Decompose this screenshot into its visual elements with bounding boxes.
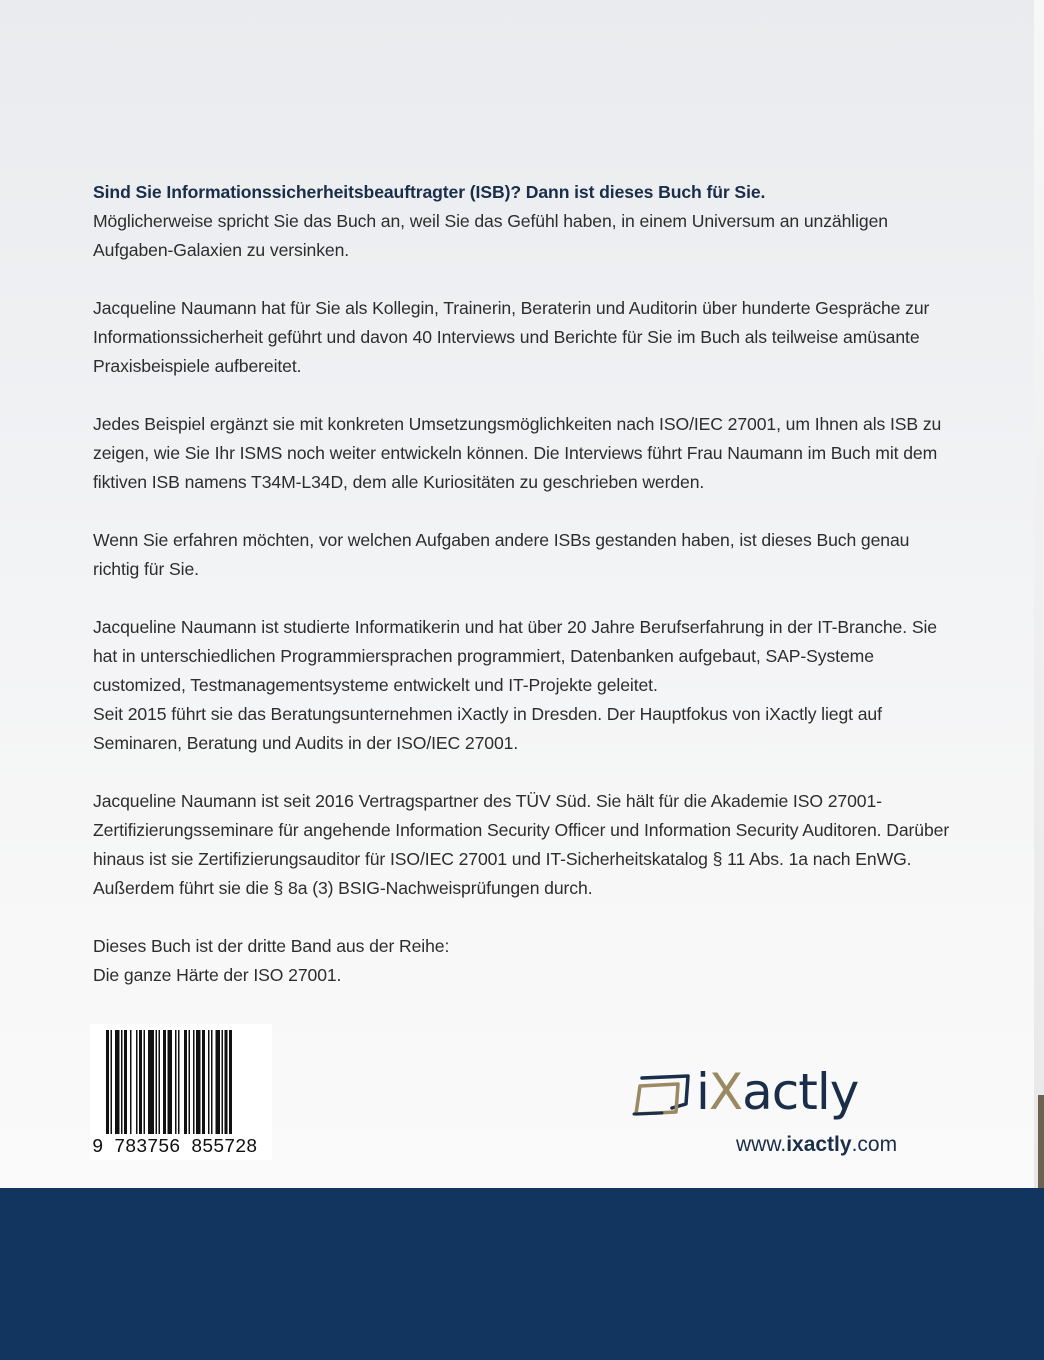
barcode-bar (229, 1030, 232, 1134)
company-text: Seit 2015 führt sie das Beratungsunternehmen iXactly in Dresden. Der Hauptfokus von iXactly liegt auf Seminaren, Beratung und Audits in der ISO/IEC 27001. (93, 704, 882, 753)
logo-wordmark (696, 1062, 858, 1122)
paragraph-author-background (93, 613, 953, 758)
barcode-bar (193, 1030, 195, 1134)
barcode-bar (208, 1030, 210, 1134)
back-cover-text (93, 178, 953, 1019)
paragraph-target-audience: Wenn Sie erfahren möchten, vor welchen Aufgaben andere ISBs gestanden haben, ist dieses Buch genau richtig für Sie. (93, 530, 910, 579)
series-title: Die ganze Härte der ISO 27001. (93, 965, 342, 985)
isbn-barcode (90, 1024, 272, 1160)
barcode-bar (225, 1030, 228, 1134)
website-suffix: .com (851, 1133, 898, 1156)
ixactly-logo (632, 1063, 902, 1122)
barcode-bar (168, 1030, 173, 1134)
series-intro: Dieses Buch ist der dritte Band aus der Reihe: (93, 936, 450, 956)
barcode-bar (163, 1030, 166, 1134)
logo-prefix: i (696, 1063, 709, 1121)
barcode-bar (115, 1030, 120, 1134)
headline: Sind Sie Informationssicherheitsbeauftragter (ISB)? Dann ist dieses Buch für Sie. (93, 182, 766, 202)
paragraph-series (93, 932, 953, 990)
barcode-bar (184, 1030, 187, 1134)
paragraph-certification: Jacqueline Naumann ist seit 2016 Vertragspartner des TÜV Süd. Sie hält für die Akademie ISO 27001-Zertifizierungsseminare für angehende Information Security Officer und Information Security Auditoren. Darüber hinaus ist sie Zertifizierungsauditor für ISO/IEC 27001 und IT-Sicherheitskatalog § 11 Abs. 1a nach EnWG. Außerdem führt sie die § 8a (3) BSIG-Nachweisprüfungen durch. (93, 791, 950, 898)
barcode-bar (211, 1030, 213, 1134)
barcode-bar (148, 1030, 154, 1134)
barcode-bar (156, 1030, 158, 1134)
barcode-bar (106, 1030, 109, 1134)
author-background-text: Jacqueline Naumann ist studierte Informatikerin und hat über 20 Jahre Berufserfahrung in der IT-Branche. Sie hat in unterschiedlichen Programmiersprachen programmiert, Datenbanken aufgebaut, SAP-Systeme customized, Testmanagementsysteme entwickelt und IT-Projekte geleitet. (93, 617, 937, 695)
paragraph-examples: Jedes Beispiel ergänzt sie mit konkreten Umsetzungsmöglichkeiten nach ISO/IEC 27001, um Ihnen als ISB zu zeigen, wie Sie Ihr ISMS noch weiter entwickeln können. Die Interviews führt Frau Naumann im Buch mit dem fiktiven ISB namens T34M-L34D, dem alle Kuriositäten zu geschrieben werden. (93, 414, 942, 492)
barcode-bar (136, 1030, 138, 1134)
intro-text: Möglicherweise spricht Sie das Buch an, weil Sie das Gefühl haben, in einem Universum an unzähligen Aufgaben-Galaxien zu versinken. (93, 211, 888, 260)
barcode-bar (144, 1030, 146, 1134)
website-url[interactable] (736, 1133, 897, 1157)
monitor-logo-icon (632, 1074, 692, 1116)
barcode-bar (222, 1030, 224, 1134)
barcode-bar (159, 1030, 161, 1134)
paragraph-author-interviews: Jacqueline Naumann hat für Sie als Kollegin, Trainerin, Beraterin und Auditorin über hunderte Gespräche zur Informationssicherheit geführt und davon 40 Interviews und Berichte für Sie im Buch als teilweise amüsante Praxisbeispiele aufbereitet. (93, 298, 930, 376)
website-domain: ixactly (786, 1133, 852, 1156)
cover-edge-accent (1038, 1095, 1044, 1190)
barcode-bar (139, 1030, 142, 1134)
website-prefix: www. (736, 1133, 787, 1156)
barcode-digits: 9 783756 855728 (92, 1136, 258, 1158)
barcode-bars (106, 1030, 264, 1134)
logo-accent: X (708, 1063, 743, 1121)
barcode-bar (130, 1030, 132, 1134)
cover-edge (1034, 0, 1044, 1190)
bottom-color-band (0, 1188, 1044, 1360)
logo-suffix: actly (742, 1063, 859, 1121)
barcode-bar (216, 1030, 221, 1134)
paragraph-intro (93, 178, 953, 265)
barcode-bar (178, 1030, 180, 1134)
barcode-bar (124, 1030, 127, 1134)
barcode-bar (121, 1030, 123, 1134)
barcode-bar (196, 1030, 201, 1134)
barcode-bar (111, 1030, 113, 1134)
barcode-bar (175, 1030, 177, 1134)
barcode-bar (202, 1030, 205, 1134)
barcode-bar (189, 1030, 191, 1134)
